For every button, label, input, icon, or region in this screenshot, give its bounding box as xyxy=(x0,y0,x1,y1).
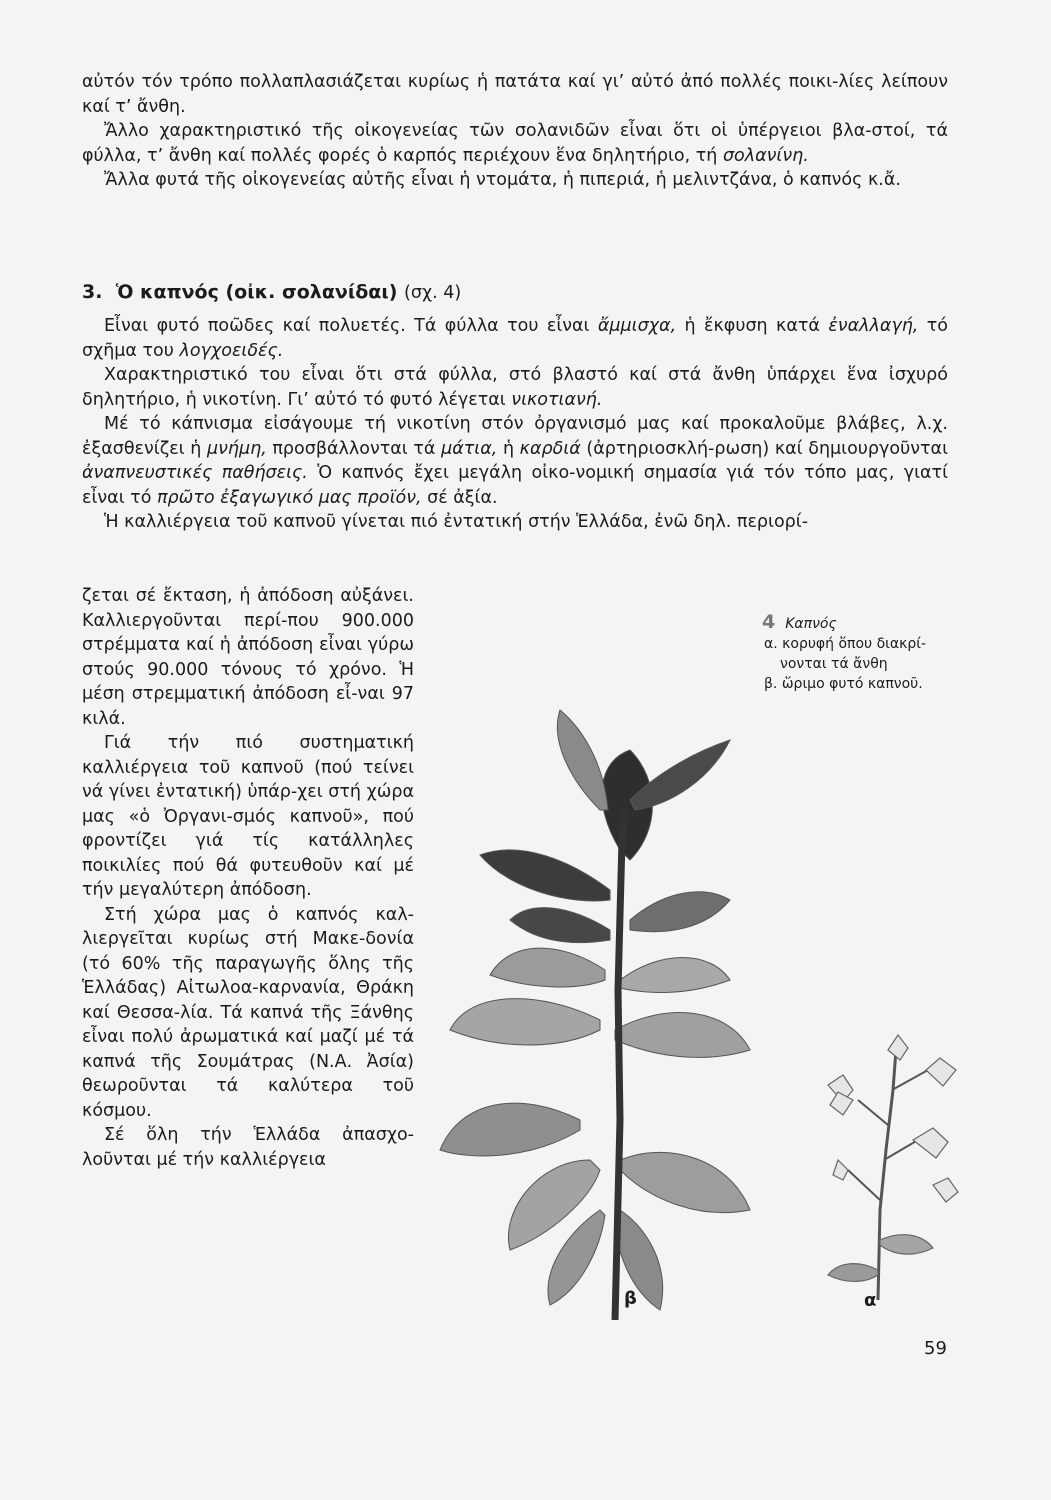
figure-caption: 4 Καπνός α. κορυφή ὅπου διακρί- νονται τά ἄνθη β. ὥριμο φυτό καπνοῦ. xyxy=(762,611,927,692)
paragraph: Μέ τό κάπνισμα εἰσάγουμε τή νικοτίνη στόν ὀργανισμό μας καί προκαλοῦμε βλάβες, λ.χ. ἐξασθενίζει ἡ μνήμη, προσβάλλονται τά μάτια, ἡ καρδιά (ἀρτηριοσκλή-ρωση) καί δημιουργοῦνται ἀναπνευστικές παθήσεις. Ὁ καπνός ἔχει μεγάλη οἰκο-νομική σημασία γιά τόν τόπο μας, γιατί εἶναι τό πρῶτο ἐξαγωγικό μας προϊόν, σέ ἀξία. xyxy=(82,414,949,508)
section-text xyxy=(82,314,948,535)
figure-label-a: α xyxy=(864,1290,877,1311)
flowering-top-illustration xyxy=(808,1030,968,1300)
page-number: 59 xyxy=(924,1338,947,1359)
section-heading: 3. Ὁ καπνός (οἰκ. σολανίδαι) (σχ. 4) xyxy=(82,281,462,303)
figure-number: 4 xyxy=(762,611,776,633)
paragraph: Εἶναι φυτό ποῶδες καί πολυετές. Τά φύλλα του εἶναι ἄμμισχα, ἡ ἔκφυση κατά ἐναλλαγή, τό σχῆμα του λογχοειδές. xyxy=(82,316,949,361)
paragraph: Ἄλλα φυτά τῆς οἰκογενείας αὐτῆς εἶναι ἡ ντομάτα, ἡ πιπεριά, ἡ μελιντζάνα, ὁ καπνός κ.ἄ. xyxy=(104,170,901,190)
paragraph: Χαρακτηριστικό του εἶναι ὅτι στά φύλλα, στό βλαστό καί στά ἄνθη ὑπάρχει ἕνα ἰσχυρό δηλητήριο, ἡ νικοτίνη. Γι’ αὐτό τό φυτό λέγεται νικοτιανή. xyxy=(82,365,948,410)
paragraph: Γιά τήν πιό συστηματική καλλιέργεια τοῦ καπνοῦ (πού τείνει νά γίνει ἐντατική) ὑπάρ-χει στή χώρα μας «ὁ Ὀργανι-σμός καπνοῦ», πού φροντίζει γιά τίς κατάλληλες ποικιλίες πού θά φυτευθοῦν καί μέ τήν μεγαλύτερη ἀπόδοση. xyxy=(82,733,414,900)
paragraph: Στή χώρα μας ὁ καπνός καλ-λιεργεῖται κυρίως στή Μακε-δονία (τό 60% τῆς παραγωγῆς ὅλης τῆς Ἑλλάδας) Αἰτωλοα-καρνανία, Θράκη καί Θεσσα-λία. Τά καπνά τῆς Ξάνθης εἶναι πολύ ἀρωματικά καί μαζί μέ τά καπνά τῆς Σουμάτρας (Ν.Α. Ἀσία) θεωροῦνται τά καλύτερα τοῦ κόσμου. xyxy=(82,904,414,1121)
paragraph: Ἄλλο χαρακτηριστικό τῆς οἰκογενείας τῶν σολανιδῶν εἶναι ὅτι οἱ ὑπέργειοι βλα-στοί, τά φύλλα, τ’ ἄνθη καί πολλές φορές ὁ καρπός περιέχουν ἕνα δηλητήριο, τή σολανίνη. xyxy=(82,121,948,166)
paragraph: ζεται σέ ἔκταση, ἡ ἀπόδοση αὐξάνει. Καλλιεργοῦνται περί-που 900.000 στρέμματα καί ἡ ἀπόδοση εἶναι γύρω στούς 90.000 τόνους τό χρόνο. Ἡ μέση στρεμματική ἀπόδοση εἶ-ναι 97 κιλά. xyxy=(82,586,414,729)
figure-label-b: β xyxy=(624,1288,637,1309)
column-text xyxy=(82,584,414,1172)
figure-title: Καπνός xyxy=(785,616,837,632)
intro-text xyxy=(82,70,948,193)
paragraph: Σέ ὅλη τήν Ἑλλάδα ἀπασχο-λοῦνται μέ τήν καλλιέργεια xyxy=(82,1125,414,1170)
paragraph: αὐτόν τόν τρόπο πολλαπλασιάζεται κυρίως ἡ πατάτα καί γι’ αὐτό ἀπό πολλές ποικι-λίες λείπουν καί τ’ ἄνθη. xyxy=(82,72,948,117)
paragraph: Ἡ καλλιέργεια τοῦ καπνοῦ γίνεται πιό ἐντατική στήν Ἑλλάδα, ἐνῶ δηλ. περιορί- xyxy=(104,512,809,532)
mature-tobacco-plant-illustration xyxy=(430,690,770,1320)
